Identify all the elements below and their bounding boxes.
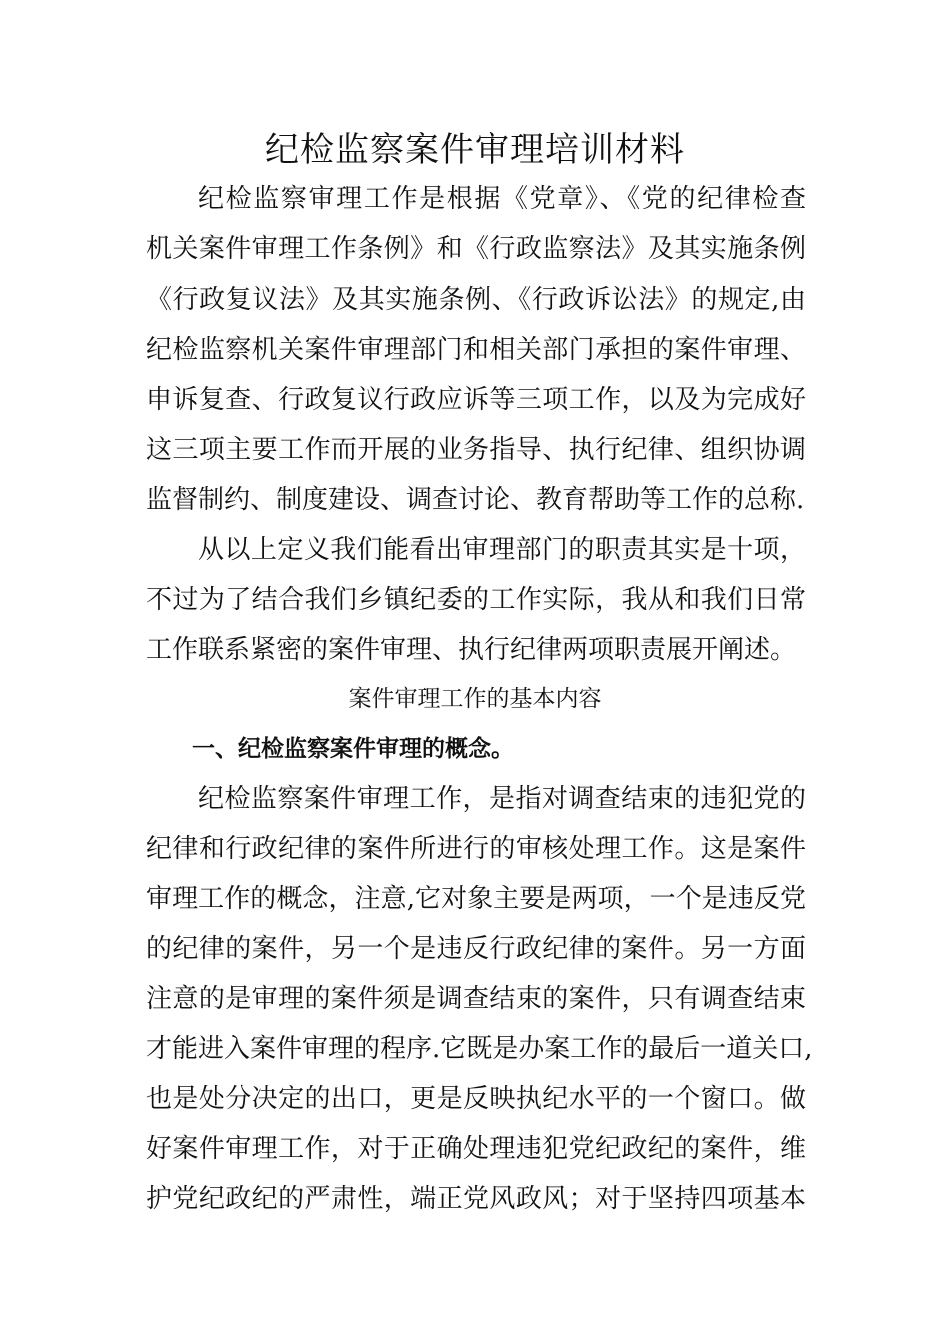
paragraph-1-line: 监督制约、制度建设、调查讨论、教育帮助等工作的总称. — [146, 485, 805, 515]
paragraph-3-line: 纪律和行政纪律的案件所进行的审核处理工作。这是案件 — [146, 834, 806, 864]
paragraph-2-line: 不过为了结合我们乡镇纪委的工作实际，我从和我们日常 — [146, 585, 806, 615]
paragraph-1-line: 《行政复议法》及其实施条例、《行政诉讼法》的规定,由 — [146, 285, 806, 315]
paragraph-3-line: 审理工作的概念，注意,它对象主要是两项，一个是违反党 — [146, 884, 806, 914]
paragraph-3-line: 注意的是审理的案件须是调查结束的案件，只有调查结束 — [146, 984, 806, 1014]
paragraph-1-line: 这三项主要工作而开展的业务指导、执行纪律、组织协调 — [146, 435, 806, 465]
section-heading: 案件审理工作的基本内容 — [348, 686, 602, 712]
paragraph-3-line: 也是处分决定的出口，更是反映执纪水平的一个窗口。做 — [146, 1084, 806, 1114]
paragraph-3-line: 的纪律的案件，另一个是违反行政纪律的案件。另一方面 — [146, 934, 806, 964]
paragraph-2-line: 工作联系紧密的案件审理、执行纪律两项职责展开阐述。 — [146, 635, 797, 665]
paragraph-1-line: 机关案件审理工作条例》和《行政监察法》及其实施条例 — [146, 234, 806, 264]
sub-heading: 一、纪检监察案件审理的概念。 — [192, 736, 514, 762]
document-title: 纪检监察案件审理培训材料 — [265, 130, 685, 170]
paragraph-3-line: 好案件审理工作，对于正确处理违犯党纪政纪的案件，维 — [146, 1134, 806, 1164]
paragraph-1-line: 纪检监察机关案件审理部门和相关部门承担的案件审理、 — [146, 335, 806, 365]
paragraph-3-line: 护党纪政纪的严肃性，端正党风政风；对于坚持四项基本 — [146, 1184, 806, 1214]
paragraph-2-line: 从以上定义我们能看出审理部门的职责其实是十项， — [198, 535, 806, 565]
paragraph-1-line: 申诉复查、行政复议行政应诉等三项工作，以及为完成好 — [146, 385, 806, 415]
paragraph-3-line: 才能进入案件审理的程序.它既是办案工作的最后一道关口, — [146, 1034, 813, 1064]
paragraph-1-line: 纪检监察审理工作是根据《党章》、《党的纪律检查 — [198, 184, 806, 214]
paragraph-3-line: 纪检监察案件审理工作，是指对调查结束的违犯党的 — [198, 784, 806, 814]
